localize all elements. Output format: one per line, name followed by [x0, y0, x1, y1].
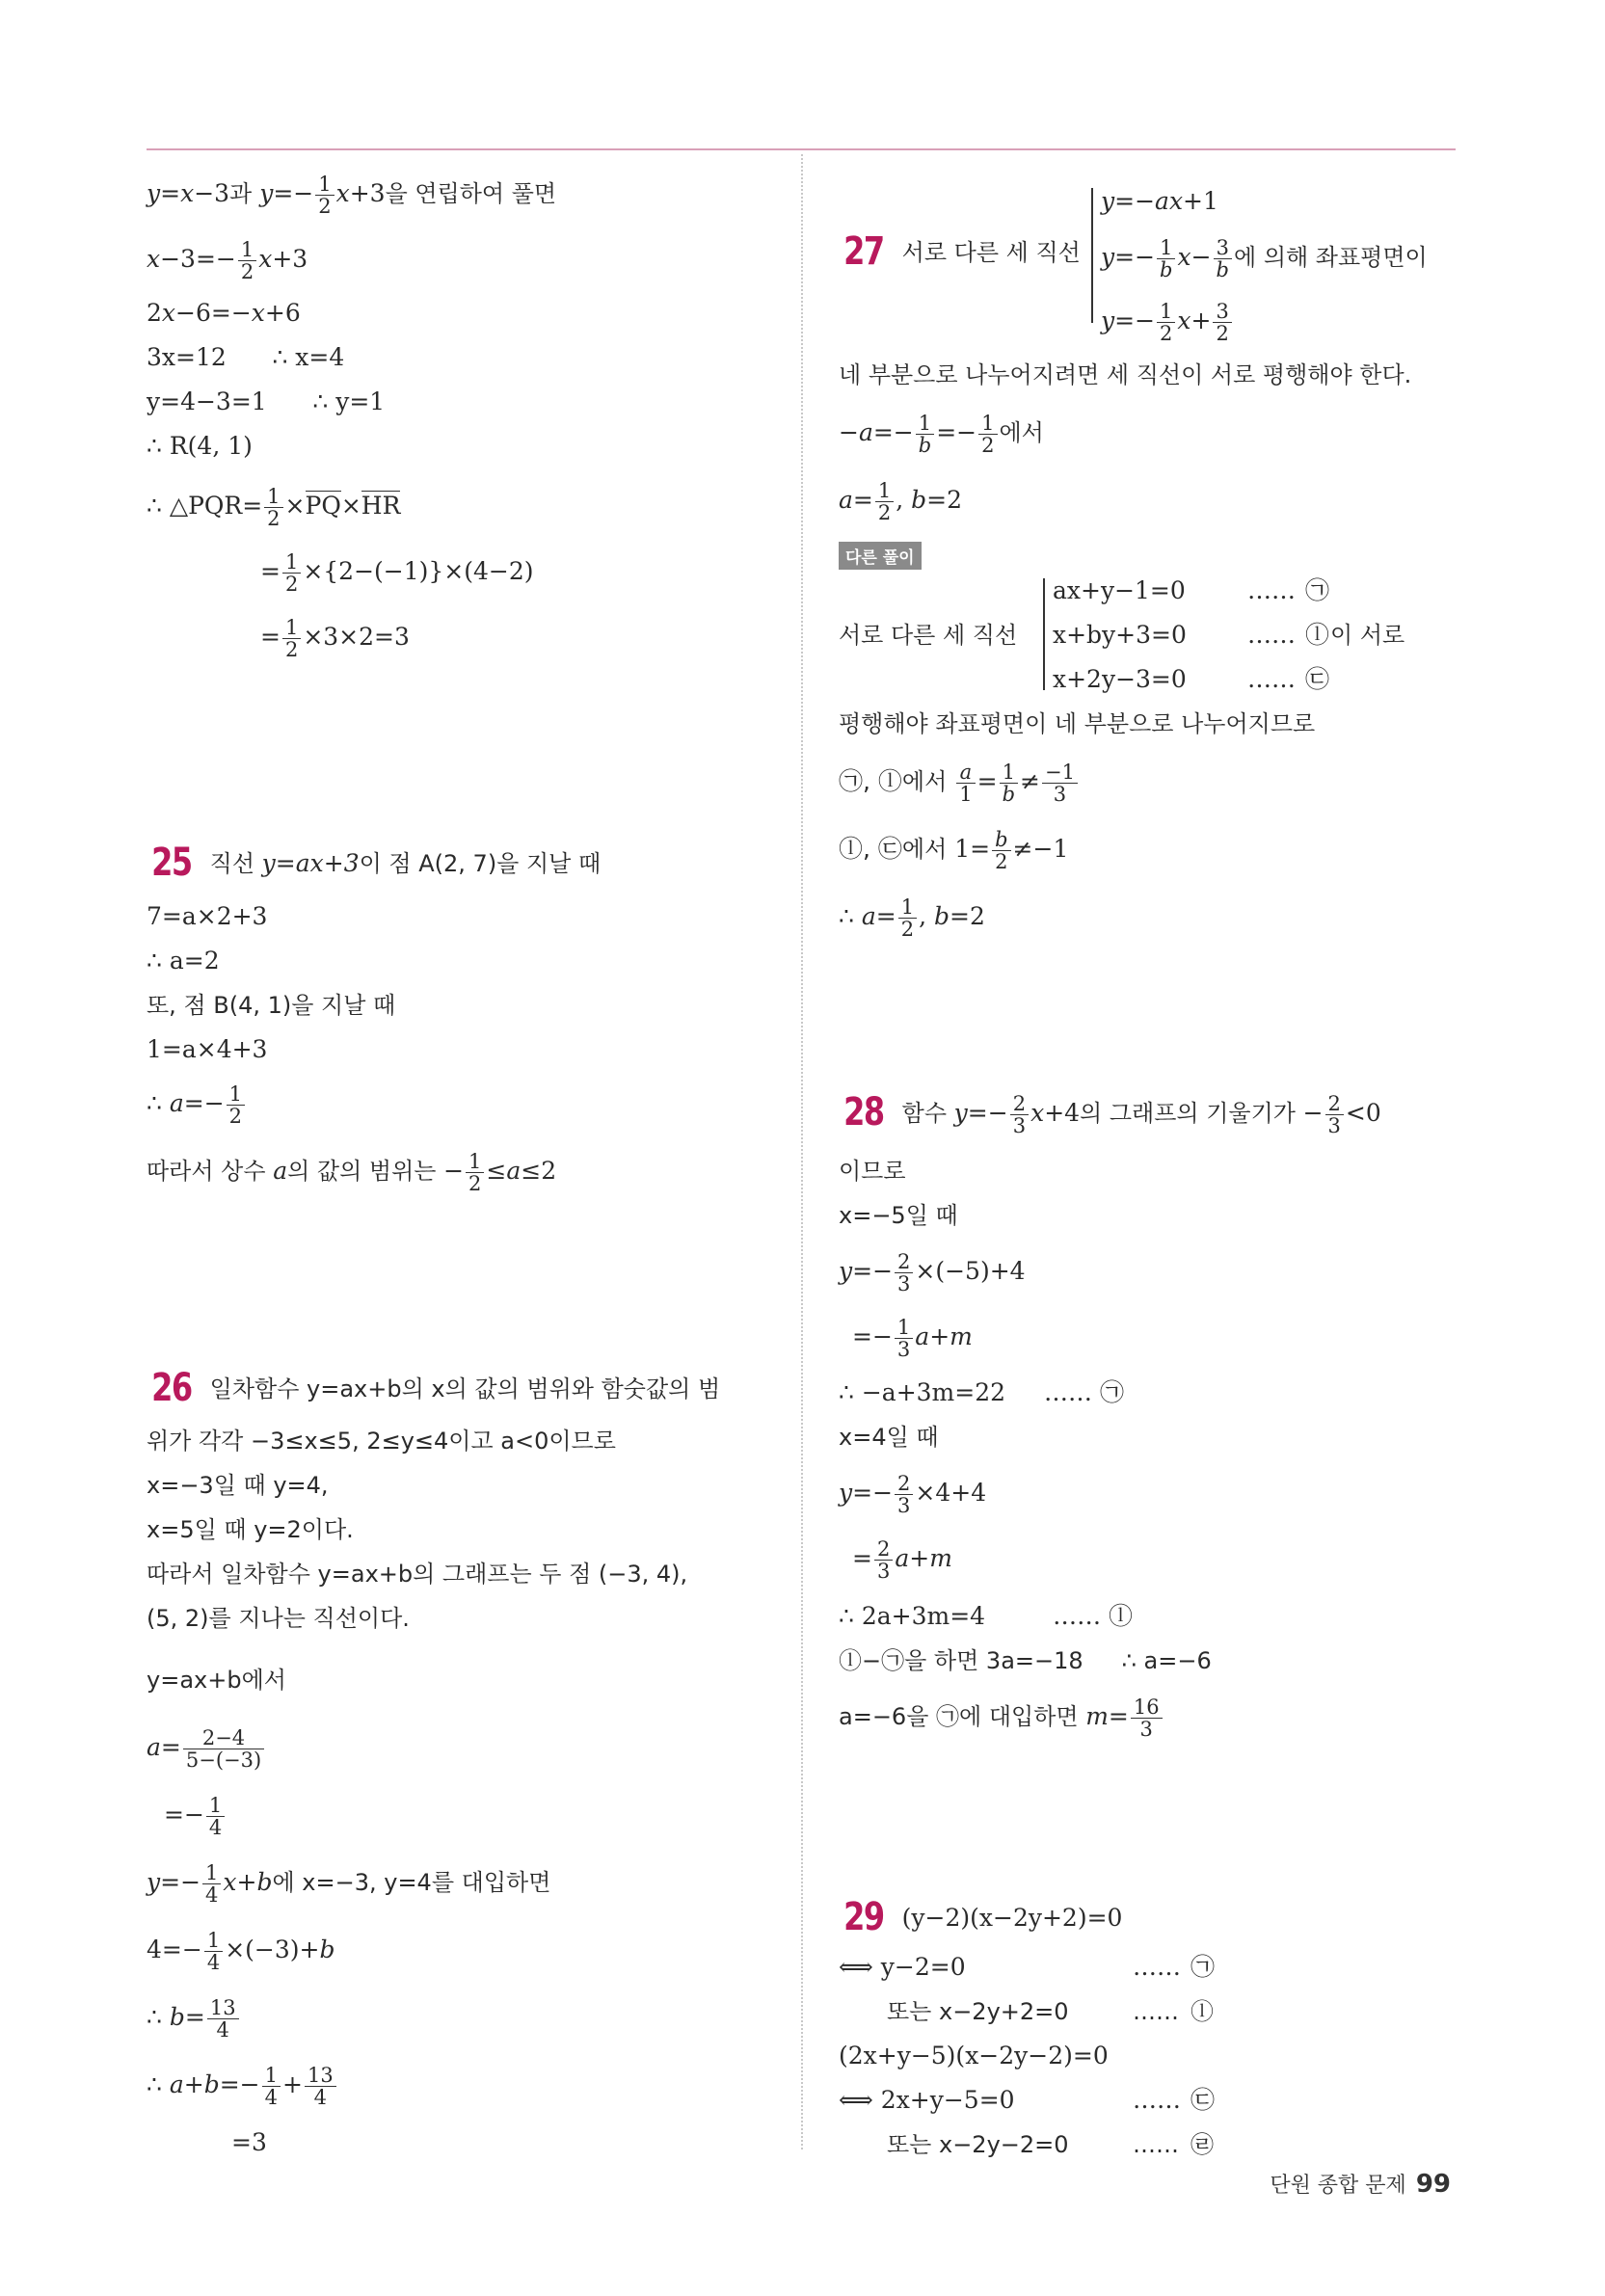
line: =3: [231, 2128, 267, 2156]
line: 2x−6=−x+6: [147, 299, 301, 327]
problem-26-title: 26 일차함수 y=ax+b의 x의 값의 범위와 함숫값의 범: [151, 1366, 721, 1410]
line: 1=a×4+3: [147, 1035, 268, 1063]
line: ∴ 2a+3m=4 …… ⓛ: [839, 1602, 1134, 1630]
line: = $\frac{1}{2}$ ×{2−(−1)}×(4−2): [260, 550, 534, 596]
line: x=−3일 때 y=4,: [147, 1472, 329, 1499]
line: ∴ △PQR= $\frac{1}{2}$ ×PQ×HR: [147, 485, 401, 530]
line: ⓛ, ㉢에서 1= $\frac{b}{2}$ ≠−1: [839, 828, 1069, 873]
page-footer: 단원 종합 문제 99: [1270, 2170, 1451, 2199]
line: a=−6을 ㉠에 대입하면 m= $\frac{16}{3}$: [839, 1696, 1164, 1740]
line: y=ax+b에서: [147, 1667, 286, 1694]
line: = $\frac{1}{2}$ ×3×2=3: [260, 616, 410, 661]
line: x+2y−3=0 …… ㉢: [1053, 665, 1330, 693]
line: ∴ −a+3m=22 …… ㉠: [839, 1378, 1124, 1406]
line: 이므로: [839, 1158, 906, 1185]
line: y=−ax+1: [1101, 187, 1218, 215]
line: a= $\frac{2-4}{5-(-3)}$: [147, 1727, 266, 1771]
line: y=x−3과 y=− $\frac{1}{2}$ x+3을 연립하여 풀면: [147, 173, 557, 218]
line: ∴ a=2: [147, 947, 220, 974]
line: ㉠, ⓛ에서 $\frac{a}{1}$ = $\frac{1}{b}$ ≠ $\frac{-1}{3}$: [839, 761, 1080, 805]
line: x=5일 때 y=2이다.: [147, 1516, 354, 1543]
line: x−3=− $\frac{1}{2}$ x+3: [147, 238, 308, 283]
line: 3x=12 ∴ x=4: [147, 343, 345, 371]
line: x=4일 때: [839, 1424, 939, 1451]
line: ax+y−1=0 …… ㉠: [1053, 576, 1330, 604]
header-rule: [147, 148, 1456, 150]
line: 또, 점 B(4, 1)을 지날 때: [147, 992, 396, 1019]
line: ∴ R(4, 1): [147, 432, 253, 460]
system-brace: [1043, 578, 1045, 690]
line: ⟺ y−2=0 …… ㉠: [839, 1953, 1216, 1981]
line: 또는 x−2y−2=0 …… ㉣: [887, 2131, 1214, 2158]
line: (5, 2)를 지나는 직선이다.: [147, 1605, 410, 1632]
line: y=− $\frac{1}{4}$ x+b에 x=−3, y=4를 대입하면: [147, 1861, 551, 1907]
line: = $\frac{2}{3}$ a+m: [852, 1537, 952, 1583]
line: 평행해야 좌표평면이 네 부분으로 나누어지므로: [839, 710, 1316, 737]
line: y=− $\frac{2}{3}$ ×(−5)+4: [839, 1250, 1026, 1295]
problem-25-title: 25 직선 y=ax+3이 점 A(2, 7)을 지날 때: [151, 841, 602, 885]
line: =− $\frac{1}{4}$: [164, 1795, 227, 1838]
line: y=− $\frac{2}{3}$ ×4+4: [839, 1472, 987, 1517]
line: y=− $\frac{1}{b}$ x− $\frac{3}{b}$ 에 의해 좌표평면이: [1101, 236, 1428, 281]
line: 네 부분으로 나누어지려면 세 직선이 서로 평행해야 한다.: [839, 361, 1412, 388]
line: 4=− $\frac{1}{4}$ ×(−3)+b: [147, 1929, 335, 1974]
line: =− $\frac{1}{3}$ a+m: [852, 1316, 973, 1361]
problem-28-title: 28 함수 y=− $\frac{2}{3}$ x+4의 그래프의 기울기가 − $\frac{2}{3}$ <0: [843, 1090, 1381, 1137]
line: ⟺ 2x+y−5=0 …… ㉢: [839, 2086, 1216, 2114]
line: a= $\frac{1}{2}$ , b=2: [839, 479, 963, 524]
line: 따라서 상수 a의 값의 범위는 − $\frac{1}{2}$ ≤a≤2: [147, 1150, 557, 1195]
line: ∴ a= $\frac{1}{2}$ , b=2: [839, 895, 985, 941]
line: ∴ a+b=− $\frac{1}{4}$ + $\frac{13}{4}$: [147, 2065, 338, 2108]
line: x=−5일 때: [839, 1202, 958, 1229]
line: ⓛ−㉠을 하면 3a=−18 ∴ a=−6: [839, 1647, 1212, 1674]
line: 7=a×2+3: [147, 902, 268, 930]
alt-solution-tag: 다른 풀이: [839, 542, 922, 570]
line: y=4−3=1 ∴ y=1: [147, 387, 386, 415]
line: 서로 다른 세 직선: [839, 622, 1018, 649]
line: ∴ a=− $\frac{1}{2}$: [147, 1083, 247, 1127]
problem-27-title: 27 서로 다른 세 직선: [843, 229, 1081, 274]
line: x+by+3=0 …… ⓛ 이 서로: [1053, 621, 1405, 649]
system-brace: [1091, 188, 1093, 323]
problem-29-title: 29 (y−2)(x−2y+2)=0: [843, 1895, 1123, 1939]
column-divider: [801, 154, 803, 2149]
line: 또는 x−2y+2=0 …… ⓛ: [887, 1998, 1214, 2025]
line: (2x+y−5)(x−2y−2)=0: [839, 2042, 1109, 2069]
line: 따라서 일차함수 y=ax+b의 그래프는 두 점 (−3, 4),: [147, 1561, 688, 1588]
line: ∴ b= $\frac{13}{4}$: [147, 1997, 241, 2041]
line: −a=− $\frac{1}{b}$ =− $\frac{1}{2}$ 에서: [839, 412, 1044, 457]
line: 위가 각각 −3≤x≤5, 2≤y≤4이고 a<0이므로: [147, 1428, 616, 1455]
line: y=− $\frac{1}{2}$ x+ $\frac{3}{2}$: [1101, 301, 1234, 344]
